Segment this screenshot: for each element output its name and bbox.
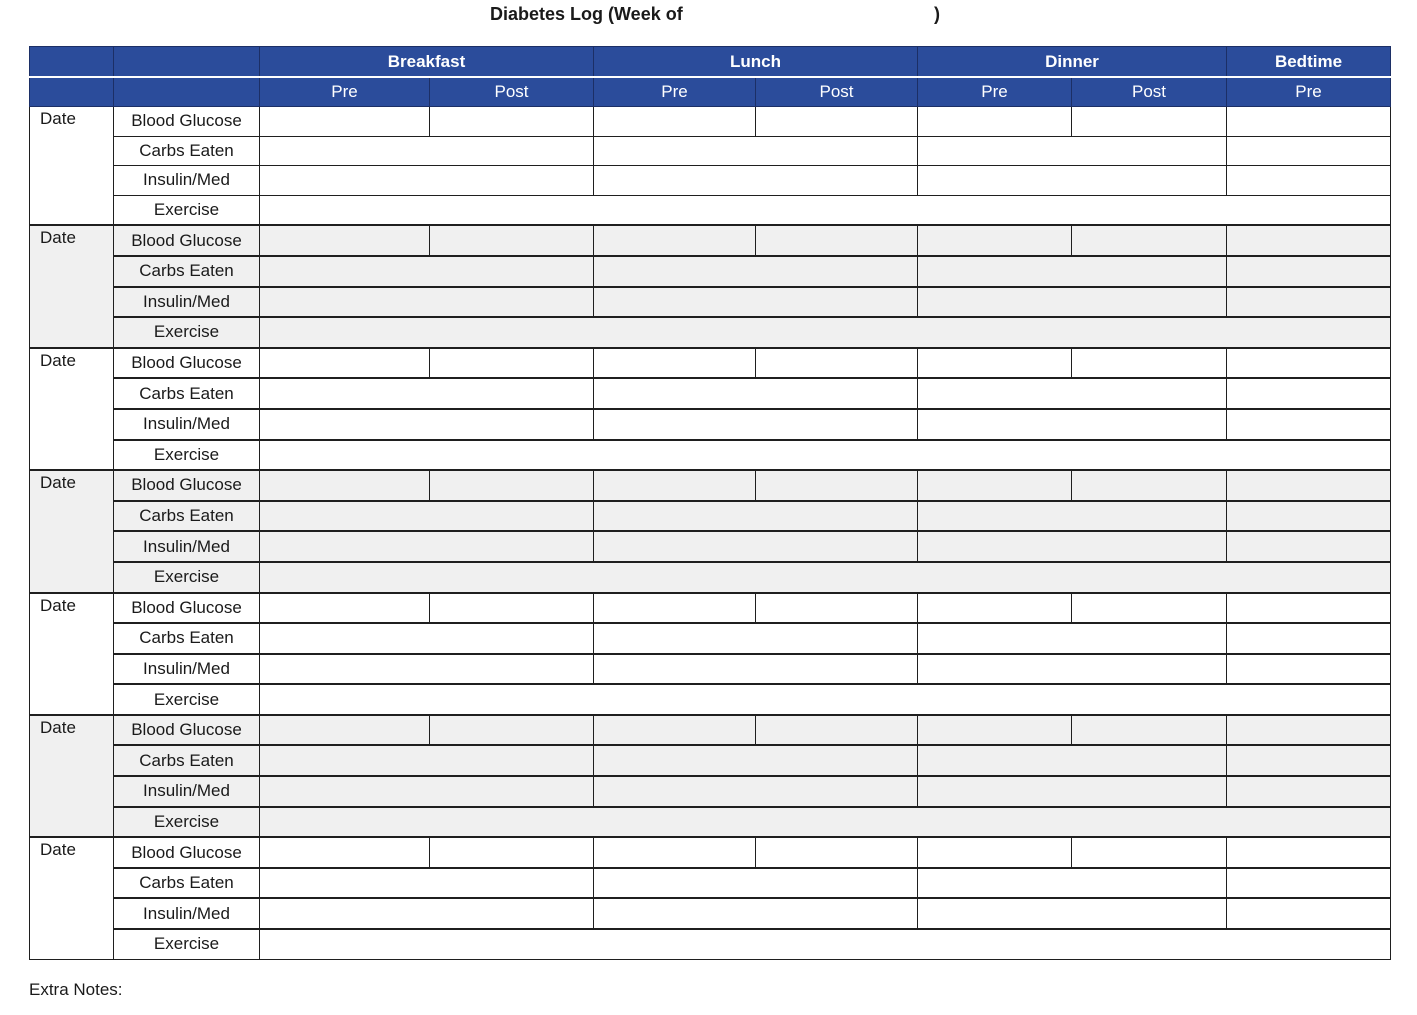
diabetes-log-table [29,46,1391,960]
glucose-lunch-pre-cell[interactable] [594,225,756,256]
carbs-row [30,256,1391,287]
glucose-dinner-post-cell[interactable] [1072,715,1227,746]
glucose-bedtime-pre-cell[interactable] [1227,107,1391,137]
glucose-dinner-post-cell[interactable] [1072,225,1227,256]
insulin-row [30,531,1391,562]
glucose-dinner-pre-cell[interactable] [918,107,1072,137]
date-cell[interactable]: Date [30,348,114,470]
glucose-row [30,470,1391,501]
insulin-lunch-cell[interactable] [594,776,918,807]
glucose-dinner-pre-cell[interactable] [918,225,1072,256]
row-label-blood-glucose: Blood Glucose [114,715,260,746]
subheader-dinner-post: Post [1072,77,1227,107]
insulin-dinner-cell[interactable] [918,287,1227,318]
carbs-lunch-cell[interactable] [594,136,918,166]
row-label-insulin: Insulin/Med [114,166,260,196]
date-cell[interactable]: Date [30,470,114,592]
glucose-lunch-pre-cell[interactable] [594,348,756,379]
exercise-row [30,440,1391,471]
glucose-lunch-post-cell[interactable] [756,107,918,137]
row-label-carbs: Carbs Eaten [114,745,260,776]
glucose-row [30,715,1391,746]
exercise-row [30,807,1391,838]
insulin-bedtime-cell[interactable] [1227,409,1391,440]
row-label-insulin: Insulin/Med [114,409,260,440]
row-label-blood-glucose: Blood Glucose [114,470,260,501]
insulin-dinner-cell[interactable] [918,776,1227,807]
day-block [30,470,1391,592]
glucose-bedtime-pre-cell[interactable] [1227,470,1391,501]
insulin-dinner-cell[interactable] [918,409,1227,440]
row-label-exercise: Exercise [114,440,260,471]
date-cell[interactable]: Date [30,715,114,837]
insulin-row [30,654,1391,685]
insulin-dinner-cell[interactable] [918,166,1227,196]
subheader-lunch-post: Post [756,77,918,107]
header-blank-date [30,47,114,78]
carbs-dinner-cell[interactable] [918,256,1227,287]
subheader-breakfast-post: Post [430,77,594,107]
day-block [30,837,1391,959]
glucose-breakfast-pre-cell[interactable] [260,470,430,501]
carbs-bedtime-cell[interactable] [1227,256,1391,287]
row-label-carbs: Carbs Eaten [114,136,260,166]
carbs-bedtime-cell[interactable] [1227,501,1391,532]
glucose-dinner-post-cell[interactable] [1072,837,1227,868]
insulin-row [30,776,1391,807]
carbs-row [30,868,1391,899]
glucose-bedtime-pre-cell[interactable] [1227,837,1391,868]
glucose-row [30,593,1391,624]
carbs-lunch-cell[interactable] [594,623,918,654]
glucose-lunch-post-cell[interactable] [756,470,918,501]
insulin-bedtime-cell[interactable] [1227,776,1391,807]
insulin-breakfast-cell[interactable] [260,776,594,807]
carbs-bedtime-cell[interactable] [1227,868,1391,899]
exercise-cell[interactable] [260,317,1391,348]
log-title [490,4,940,25]
insulin-lunch-cell[interactable] [594,409,918,440]
glucose-lunch-post-cell[interactable] [756,593,918,624]
glucose-breakfast-post-cell[interactable] [430,593,594,624]
insulin-breakfast-cell[interactable] [260,409,594,440]
exercise-row [30,562,1391,593]
insulin-breakfast-cell[interactable] [260,166,594,196]
glucose-lunch-pre-cell[interactable] [594,837,756,868]
insulin-lunch-cell[interactable] [594,531,918,562]
carbs-dinner-cell[interactable] [918,136,1227,166]
glucose-breakfast-pre-cell[interactable] [260,715,430,746]
carbs-bedtime-cell[interactable] [1227,378,1391,409]
carbs-lunch-cell[interactable] [594,501,918,532]
carbs-lunch-cell[interactable] [594,745,918,776]
title-closing: ) [934,4,940,24]
glucose-dinner-pre-cell[interactable] [918,348,1072,379]
carbs-dinner-cell[interactable] [918,868,1227,899]
glucose-breakfast-pre-cell[interactable] [260,837,430,868]
header-lunch: Lunch [594,47,918,78]
subheader-blank-label [114,77,260,107]
glucose-breakfast-pre-cell[interactable] [260,348,430,379]
glucose-dinner-post-cell[interactable] [1072,348,1227,379]
day-block [30,107,1391,226]
glucose-dinner-post-cell[interactable] [1072,470,1227,501]
insulin-bedtime-cell[interactable] [1227,654,1391,685]
glucose-lunch-post-cell[interactable] [756,715,918,746]
row-label-blood-glucose: Blood Glucose [114,348,260,379]
glucose-dinner-post-cell[interactable] [1072,593,1227,624]
carbs-row [30,136,1391,166]
exercise-row [30,317,1391,348]
glucose-breakfast-post-cell[interactable] [430,715,594,746]
insulin-lunch-cell[interactable] [594,287,918,318]
row-label-blood-glucose: Blood Glucose [114,593,260,624]
carbs-row [30,623,1391,654]
insulin-dinner-cell[interactable] [918,531,1227,562]
insulin-row [30,898,1391,929]
exercise-cell[interactable] [260,195,1391,225]
subheader-blank-date [30,77,114,107]
carbs-bedtime-cell[interactable] [1227,623,1391,654]
day-block [30,715,1391,837]
row-label-carbs: Carbs Eaten [114,256,260,287]
insulin-bedtime-cell[interactable] [1227,898,1391,929]
subheader-lunch-pre: Pre [594,77,756,107]
date-cell[interactable]: Date [30,593,114,715]
header-breakfast: Breakfast [260,47,594,78]
exercise-cell[interactable] [260,684,1391,715]
row-label-exercise: Exercise [114,807,260,838]
insulin-lunch-cell[interactable] [594,166,918,196]
glucose-dinner-pre-cell[interactable] [918,593,1072,624]
date-cell[interactable]: Date [30,837,114,959]
glucose-lunch-pre-cell[interactable] [594,593,756,624]
glucose-bedtime-pre-cell[interactable] [1227,715,1391,746]
insulin-lunch-cell[interactable] [594,898,918,929]
exercise-row [30,929,1391,959]
row-label-blood-glucose: Blood Glucose [114,107,260,137]
carbs-breakfast-cell[interactable] [260,136,594,166]
carbs-lunch-cell[interactable] [594,868,918,899]
insulin-dinner-cell[interactable] [918,898,1227,929]
extra-notes-label: Extra Notes: [29,980,123,999]
insulin-bedtime-cell[interactable] [1227,166,1391,196]
row-label-exercise: Exercise [114,562,260,593]
glucose-bedtime-pre-cell[interactable] [1227,593,1391,624]
subheader-bedtime-pre: Pre [1227,77,1391,107]
glucose-lunch-pre-cell[interactable] [594,107,756,137]
glucose-lunch-post-cell[interactable] [756,348,918,379]
glucose-breakfast-post-cell[interactable] [430,470,594,501]
carbs-breakfast-cell[interactable] [260,256,594,287]
carbs-breakfast-cell[interactable] [260,745,594,776]
subheader-dinner-pre: Pre [918,77,1072,107]
exercise-cell[interactable] [260,929,1391,959]
carbs-bedtime-cell[interactable] [1227,136,1391,166]
insulin-lunch-cell[interactable] [594,654,918,685]
glucose-breakfast-post-cell[interactable] [430,348,594,379]
carbs-bedtime-cell[interactable] [1227,745,1391,776]
glucose-row [30,837,1391,868]
glucose-dinner-pre-cell[interactable] [918,837,1072,868]
insulin-breakfast-cell[interactable] [260,287,594,318]
carbs-dinner-cell[interactable] [918,501,1227,532]
exercise-row [30,684,1391,715]
carbs-row [30,378,1391,409]
row-label-exercise: Exercise [114,684,260,715]
exercise-cell[interactable] [260,807,1391,838]
exercise-row [30,195,1391,225]
row-label-blood-glucose: Blood Glucose [114,225,260,256]
glucose-lunch-post-cell[interactable] [756,225,918,256]
glucose-dinner-pre-cell[interactable] [918,715,1072,746]
glucose-lunch-post-cell[interactable] [756,837,918,868]
row-label-exercise: Exercise [114,317,260,348]
date-cell[interactable]: Date [30,225,114,347]
carbs-breakfast-cell[interactable] [260,501,594,532]
insulin-breakfast-cell[interactable] [260,898,594,929]
row-label-insulin: Insulin/Med [114,776,260,807]
row-label-carbs: Carbs Eaten [114,501,260,532]
carbs-breakfast-cell[interactable] [260,623,594,654]
row-label-carbs: Carbs Eaten [114,623,260,654]
glucose-breakfast-pre-cell[interactable] [260,593,430,624]
row-label-blood-glucose: Blood Glucose [114,837,260,868]
glucose-dinner-post-cell[interactable] [1072,107,1227,137]
day-block [30,593,1391,715]
insulin-bedtime-cell[interactable] [1227,287,1391,318]
title-text: Diabetes Log (Week of [490,4,683,24]
exercise-cell[interactable] [260,562,1391,593]
glucose-row [30,107,1391,137]
carbs-breakfast-cell[interactable] [260,868,594,899]
subheader-breakfast-pre: Pre [260,77,430,107]
day-block [30,225,1391,347]
row-label-exercise: Exercise [114,929,260,959]
carbs-dinner-cell[interactable] [918,745,1227,776]
row-label-insulin: Insulin/Med [114,898,260,929]
glucose-breakfast-post-cell[interactable] [430,225,594,256]
insulin-breakfast-cell[interactable] [260,531,594,562]
carbs-lunch-cell[interactable] [594,378,918,409]
glucose-breakfast-pre-cell[interactable] [260,225,430,256]
row-label-carbs: Carbs Eaten [114,378,260,409]
row-label-carbs: Carbs Eaten [114,868,260,899]
glucose-row [30,225,1391,256]
carbs-dinner-cell[interactable] [918,623,1227,654]
insulin-row [30,409,1391,440]
insulin-bedtime-cell[interactable] [1227,531,1391,562]
header-dinner: Dinner [918,47,1227,78]
glucose-bedtime-pre-cell[interactable] [1227,348,1391,379]
glucose-dinner-pre-cell[interactable] [918,470,1072,501]
row-label-insulin: Insulin/Med [114,287,260,318]
carbs-dinner-cell[interactable] [918,378,1227,409]
insulin-row [30,166,1391,196]
glucose-breakfast-pre-cell[interactable] [260,107,430,137]
date-cell[interactable]: Date [30,107,114,226]
insulin-dinner-cell[interactable] [918,654,1227,685]
glucose-breakfast-post-cell[interactable] [430,107,594,137]
header-blank-label [114,47,260,78]
carbs-breakfast-cell[interactable] [260,378,594,409]
glucose-lunch-pre-cell[interactable] [594,715,756,746]
glucose-lunch-pre-cell[interactable] [594,470,756,501]
glucose-row [30,348,1391,379]
glucose-breakfast-post-cell[interactable] [430,837,594,868]
header-bedtime: Bedtime [1227,47,1391,78]
insulin-row [30,287,1391,318]
insulin-breakfast-cell[interactable] [260,654,594,685]
row-label-insulin: Insulin/Med [114,654,260,685]
row-label-exercise: Exercise [114,195,260,225]
carbs-lunch-cell[interactable] [594,256,918,287]
carbs-row [30,745,1391,776]
exercise-cell[interactable] [260,440,1391,471]
row-label-insulin: Insulin/Med [114,531,260,562]
carbs-row [30,501,1391,532]
day-block [30,348,1391,470]
glucose-bedtime-pre-cell[interactable] [1227,225,1391,256]
